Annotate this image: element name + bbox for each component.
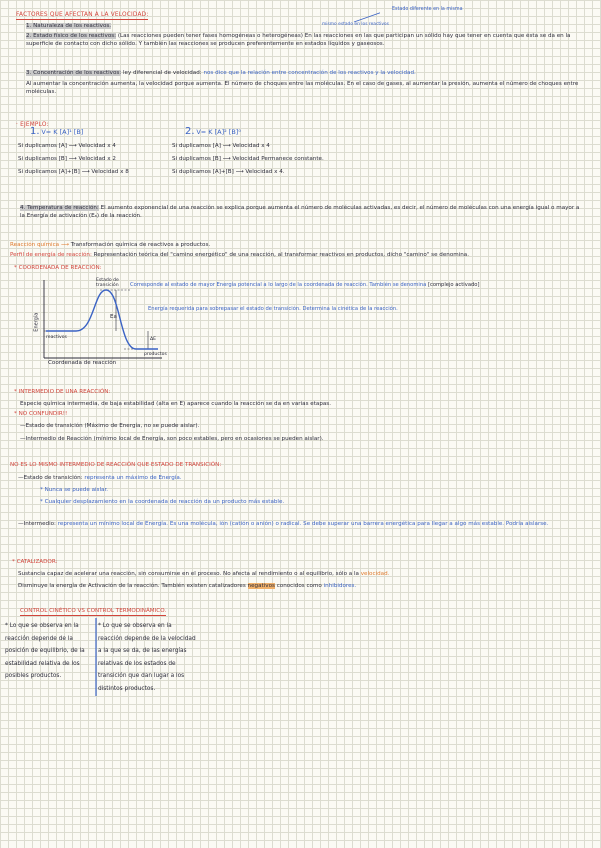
factor-1-label: 1. Naturaleza de los reactivos. — [26, 23, 112, 29]
top-note-2: mismo estado en los reactivos — [322, 22, 389, 27]
intermediate-term: —Intermedio: — [18, 521, 56, 527]
transition-state-point-1: * Nunca se puede aislar. — [40, 487, 109, 493]
intermediate-item-2: —Intermedio de Reacción (mínimo local de Energía, son poco estables, pero en ocasiones se pueden aislar). — [20, 436, 324, 442]
factor-3-detail: Al aumentar la concentración aumenta, la velocidad porque aumenta. El número de choques entre las moléculas. En el caso de gases, al aumentar la presión, aumenta el número de choques entre moléculas. — [26, 81, 579, 96]
equation-2-number: 2. — [185, 126, 195, 137]
factor-4-text: El aumento exponencial de una reacción se explica porque aumenta el número de moléculas activadas, es decir, el número de moléculas con una energía igual o mayor a la Energía de activación (Eₐ) de la reacción. — [20, 205, 580, 220]
factor-4 — [20, 204, 585, 221]
top-note: Estado diferente en la misma — [392, 7, 463, 12]
example-1-line-3: Si duplicamos [A]+[B] ⟶ Velocidad x 8 — [18, 169, 129, 175]
no-confundir: * NO CONFUNDIR!! — [14, 411, 68, 417]
equation-1 — [30, 128, 83, 137]
coordinate-label: * COORDENADA DE REACCIÓN: — [14, 265, 102, 271]
control-right: * Lo que se observa en la reacción depende de la velocidad a la que se da, de las energías relativas de los estados de transición que dan lugar a los distintos productos. — [98, 623, 196, 692]
intermediate-row — [18, 520, 588, 528]
reaction-definition-text: Transformación química de reactivos a productos. — [70, 242, 211, 248]
factor-2 — [26, 32, 581, 49]
example-2-line-2: Si duplicamos [B] ⟶ Velocidad Permanece constante. — [172, 156, 324, 162]
equation-1-text: V= K [A]¹ [B] — [41, 128, 84, 136]
not-same-title: NO ES LO MISMO INTERMEDIO DE REACCIÓN QUE ESTADO DE TRANSICIÓN: — [10, 462, 222, 468]
example-2-line-3: Si duplicamos [A]+[B] ⟶ Velocidad x 4. — [172, 169, 285, 175]
catalyst-negative: negativos — [247, 583, 275, 589]
factor-3-note: nos dice que la relación entre concentración de los reactivos y la velocidad. — [203, 70, 416, 76]
transition-state-label: Estado de transición — [96, 278, 119, 289]
intermediate-definition: representa un mínimo local de Energía. Es una molécula, ión (catión o anión) o radical. Se debe superar una barrera energética para llegar a algo más estable. Podría aislarse. — [57, 521, 549, 527]
factor-4-label: 4. Temperatura de reacción: — [20, 205, 99, 211]
equation-2 — [185, 128, 241, 137]
example-1-line-1: Si duplicamos [A] ⟶ Velocidad x 4 — [18, 143, 116, 149]
factor-3 — [26, 69, 581, 77]
page-title: FACTORES QUE AFECTAN A LA VELOCIDAD: — [16, 11, 148, 20]
transition-state-point-2: * Cualquier desplazamiento en la coordenada de reacción da un producto más estable. — [40, 499, 285, 505]
factor-1 — [26, 22, 111, 30]
delta-e-label: ΔE — [150, 337, 157, 342]
factor-3-law: ley diferencial de velocidad: — [122, 70, 202, 76]
catalyst-title: * CATALIZADOR: — [12, 559, 58, 565]
transition-state-term: —Estado de transición: — [18, 475, 83, 481]
energy-profile-term: Perfil de energía de reacción: — [10, 252, 92, 258]
catalyst-text-2: Disminuye la energía de Activación de la reacción. También existen catalizadores — [18, 583, 246, 589]
reaction-definition-term: Reacción química ⟶ — [10, 242, 69, 248]
transition-note-text: Corresponde al estado de mayor Energía potencial a lo largo de la coordenada de reacción. También se denomina — [130, 282, 427, 288]
control-left: * Lo que se observa en la reacción depende de la posición de equilibrio, de la estabilidad relativa de los posibles productos. — [5, 623, 85, 680]
ea-label: Ea — [110, 314, 117, 320]
catalyst-text-1: Sustancia capaz de acelerar una reacción, sin consumirse en el proceso. No afecta al rendimiento o al equilibrio, sólo a la — [18, 571, 359, 577]
transition-state-row — [18, 474, 182, 482]
catalyst-inhibitors: inhibidores. — [323, 583, 357, 589]
example-2-line-1: Si duplicamos [A] ⟶ Velocidad x 4 — [172, 143, 270, 149]
energy-axis-label: Energía — [33, 312, 40, 332]
catalyst-known-as: conocidos como — [276, 583, 322, 589]
control-divider — [94, 618, 98, 698]
factor-3-label: 3. Concentración de los reactivos: — [26, 70, 122, 76]
products-label: productos — [144, 352, 167, 357]
control-title: CONTROL CINÉTICO VS CONTROL TERMODINÁMICO. — [20, 607, 166, 616]
intermediate-text: Especie química intermedia, de baja estabilidad (alta en E) aparece cuando la reacción se da en varias etapas. — [20, 401, 331, 407]
catalyst-line-1 — [18, 570, 389, 578]
transition-note-term: [complejo activado] — [427, 282, 480, 288]
transition-note — [130, 281, 480, 289]
catalyst-line-2 — [18, 582, 356, 590]
equation-1-number: 1. — [30, 126, 40, 137]
equation-2-text: V= K [A]² [B]⁰ — [196, 128, 241, 136]
intermediate-title: * INTERMEDIO DE UNA REACCIÓN: — [14, 389, 111, 395]
diagram-x-label: Coordenada de reacción — [48, 360, 117, 366]
transition-state-text: representa un máximo de Energía. — [84, 475, 182, 481]
factor-2-text: (Las reacciones pueden tener fases homogéneas o heterogéneas) En las reacciones en las que participan un sólido hay que tener en cuenta que ésta se da en la superficie de contacto con dicho sólido. Y también las reacciones se producen preferentemente en estados líquidos y gaseosos. — [26, 33, 571, 48]
reaction-definition — [10, 241, 210, 249]
energy-profile-text: Representación teórica del "camino energético" de una reacción, al transformar reactivos en productos, dicho "camino" se denomina. — [93, 252, 470, 258]
arrow-icon — [340, 8, 380, 28]
catalyst-velocity: velocidad. — [360, 571, 390, 577]
example-label: · EJEMPLO: — [16, 122, 49, 128]
factor-2-label: 2. Estado físico de los reactivos: — [26, 33, 117, 39]
example-1-line-2: Si duplicamos [B] ⟶ Velocidad x 2 — [18, 156, 116, 162]
energy-profile — [10, 251, 595, 259]
activation-note: Energía requerida para sobrepasar el estado de transición. Determina la cinética de la reacción. — [148, 306, 398, 312]
reactants-label: reactivos — [46, 335, 67, 340]
intermediate-item-1: —Estado de transición (Máximo de Energía, no se puede aislar). — [20, 423, 200, 429]
